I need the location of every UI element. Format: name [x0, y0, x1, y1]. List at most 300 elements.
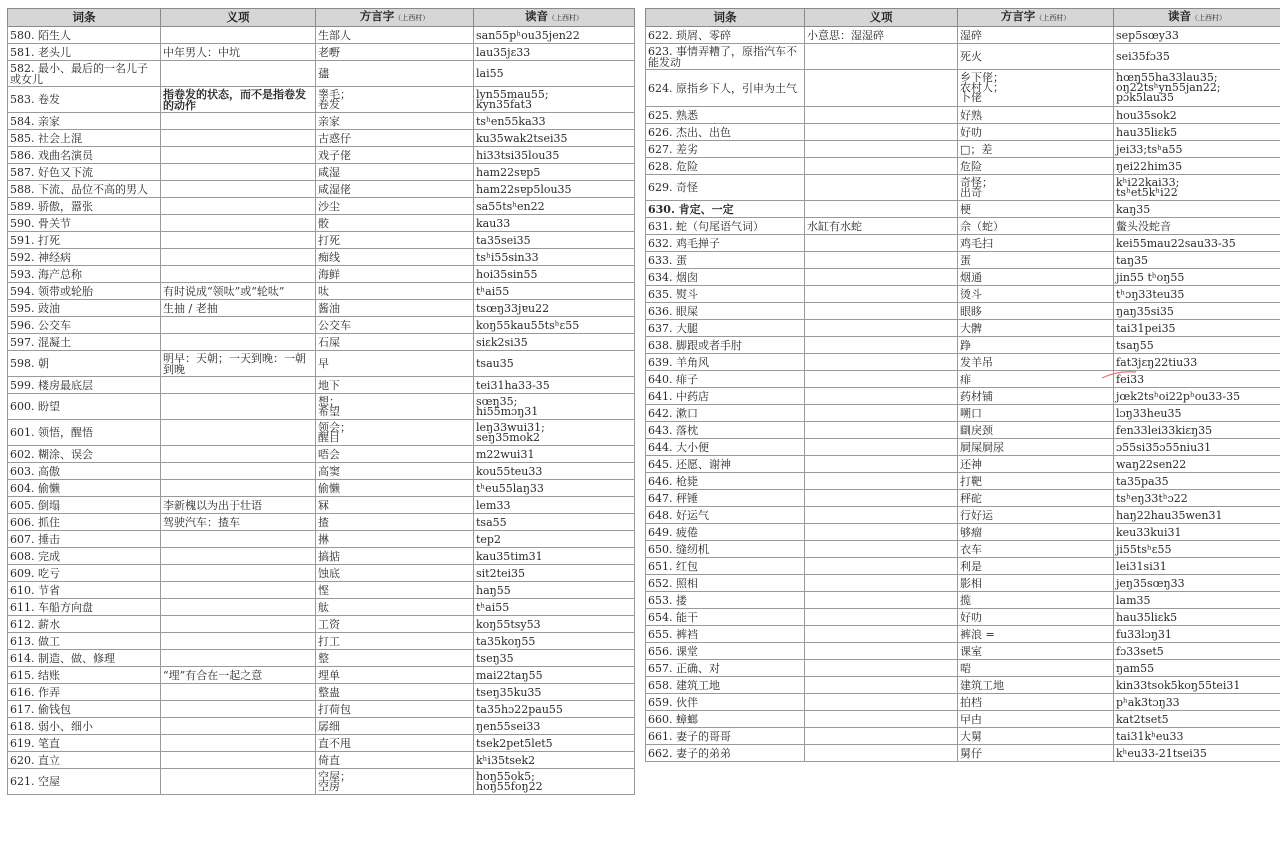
entry-cell: 639. 羊角风 — [646, 354, 805, 371]
header-reading: 读音（上西村） — [474, 9, 635, 27]
reading-cell: tsa55 — [474, 514, 635, 531]
header-entry: 词条 — [8, 9, 161, 27]
table-row — [646, 677, 1280, 694]
table-row — [8, 198, 635, 215]
dialect-char-cell: 高窦 — [316, 463, 474, 480]
entry-cell: 645. 还愿、谢神 — [646, 456, 805, 473]
reading-cell: kʰi35tsek2 — [474, 752, 635, 769]
meaning-cell — [805, 745, 958, 762]
table-row — [646, 44, 1280, 70]
meaning-cell: 生抽 / 老抽 — [161, 300, 316, 317]
dialect-char-cell: 公交车 — [316, 317, 474, 334]
reading-cell: kau35tim31 — [474, 548, 635, 565]
dialect-char-cell: 好叻 — [958, 609, 1114, 626]
dialect-char-cell: 揸 — [316, 514, 474, 531]
meaning-cell — [805, 388, 958, 405]
reading-cell: koŋ55tsy53 — [474, 616, 635, 633]
table-row — [8, 514, 635, 531]
entry-cell: 625. 熟悉 — [646, 107, 805, 124]
meaning-cell — [161, 266, 316, 283]
meaning-cell: 中年男人：中坑 — [161, 44, 316, 61]
reading-cell: tʰɔŋ33teu35 — [1114, 286, 1280, 303]
dialect-char-cell: 危险 — [958, 158, 1114, 175]
table-row — [646, 643, 1280, 660]
meaning-cell — [161, 718, 316, 735]
meaning-cell — [161, 394, 316, 420]
entry-cell: 623. 事情弄糟了，原指汽车不能发动 — [646, 44, 805, 70]
reading-cell: ta35pa35 — [1114, 473, 1280, 490]
meaning-cell — [805, 575, 958, 592]
meaning-cell — [805, 541, 958, 558]
table-row — [8, 181, 635, 198]
entry-cell: 638. 脚跟或者手肘 — [646, 337, 805, 354]
table-row — [646, 124, 1280, 141]
table-row — [8, 215, 635, 232]
table-row — [646, 626, 1280, 643]
table-row — [8, 480, 635, 497]
table-row — [646, 320, 1280, 337]
table-row — [646, 524, 1280, 541]
reading-cell: tsœŋ33jɐu22 — [474, 300, 635, 317]
entry-cell: 606. 抓住 — [8, 514, 161, 531]
table-row — [8, 61, 635, 87]
dialect-char-cell: 直不甩 — [316, 735, 474, 752]
dialect-char-cell: 倚直 — [316, 752, 474, 769]
meaning-cell — [161, 599, 316, 616]
reading-cell: ŋei22him35 — [1114, 158, 1280, 175]
entry-cell: 632. 鸡毛掸子 — [646, 235, 805, 252]
reading-cell: ji55tsʰɛ55 — [1114, 541, 1280, 558]
dialect-char-cell: 生部人 — [316, 27, 474, 44]
table-row — [8, 113, 635, 130]
meaning-cell — [161, 548, 316, 565]
table-row — [646, 388, 1280, 405]
entry-cell: 649. 疲倦 — [646, 524, 805, 541]
entry-cell: 600. 盼望 — [8, 394, 161, 420]
header-meaning: 义项 — [805, 9, 958, 27]
entry-cell: 611. 车船方向盘 — [8, 599, 161, 616]
dialect-char-cell: 踭 — [958, 337, 1114, 354]
dialect-char-cell: 屙屎屙尿 — [958, 439, 1114, 456]
dialect-char-cell: 戏子佬 — [316, 147, 474, 164]
dialect-char-cell: 瞓戾颈 — [958, 422, 1114, 439]
dialect-char-cell: 舦 — [316, 599, 474, 616]
dialect-char-cell: 奇怪； 出奇 — [958, 175, 1114, 201]
dialect-char-cell: 眼眵 — [958, 303, 1114, 320]
reading-cell: taŋ35 — [1114, 252, 1280, 269]
table-row — [8, 548, 635, 565]
meaning-cell — [161, 701, 316, 718]
table-row — [8, 599, 635, 616]
dialect-char-cell: 影相 — [958, 575, 1114, 592]
reading-cell: sa55tsʰen22 — [474, 198, 635, 215]
reading-cell: jœk2tsʰoi22pʰou33-35 — [1114, 388, 1280, 405]
table-row — [8, 616, 635, 633]
reading-cell: m22wui31 — [474, 446, 635, 463]
meaning-cell — [161, 249, 316, 266]
reading-cell: tei31ha33-35 — [474, 377, 635, 394]
meaning-cell — [805, 422, 958, 439]
table-row — [646, 439, 1280, 456]
dialect-char-cell: 早 — [316, 351, 474, 377]
meaning-cell — [805, 286, 958, 303]
entry-cell: 636. 眼屎 — [646, 303, 805, 320]
entry-cell: 580. 陌生人 — [8, 27, 161, 44]
table-row — [646, 541, 1280, 558]
meaning-cell: 小意思：湿湿碎 — [805, 27, 958, 44]
table-row — [8, 351, 635, 377]
reading-cell: tsʰeŋ33tʰɔ22 — [1114, 490, 1280, 507]
reading-cell: kin33tsok5koŋ55tei31 — [1114, 677, 1280, 694]
dialect-char-cell: 痴线 — [316, 249, 474, 266]
table-row — [646, 371, 1280, 388]
meaning-cell — [805, 711, 958, 728]
table-row — [8, 283, 635, 300]
entry-cell: 602. 糊涂、误会 — [8, 446, 161, 463]
reading-cell: lam35 — [1114, 592, 1280, 609]
reading-cell: pʰak3tɔŋ33 — [1114, 694, 1280, 711]
table-row — [646, 158, 1280, 175]
dialect-char-cell: 海鲜 — [316, 266, 474, 283]
entry-cell: 581. 老头儿 — [8, 44, 161, 61]
dialect-char-cell: 蛋 — [958, 252, 1114, 269]
dialect-char-cell: 孱细 — [316, 718, 474, 735]
dialect-char-cell: 搞掂 — [316, 548, 474, 565]
entry-cell: 591. 打死 — [8, 232, 161, 249]
dialect-char-cell: 大舅 — [958, 728, 1114, 745]
reading-cell: tʰai55 — [474, 599, 635, 616]
dialect-char-cell: 佘（蛇） — [958, 218, 1114, 235]
table-row — [8, 87, 635, 113]
dialect-char-cell: 咸湿佬 — [316, 181, 474, 198]
entry-cell: 585. 社会上混 — [8, 130, 161, 147]
table-row — [646, 558, 1280, 575]
table-row — [646, 592, 1280, 609]
reading-cell: sit2tei35 — [474, 565, 635, 582]
reading-cell: hau35liɛk5 — [1114, 609, 1280, 626]
entry-cell: 605. 倒塌 — [8, 497, 161, 514]
entry-cell: 607. 捶击 — [8, 531, 161, 548]
entry-cell: 610. 节省 — [8, 582, 161, 599]
meaning-cell — [805, 354, 958, 371]
dialect-char-cell: □；差 — [958, 141, 1114, 158]
entry-cell: 633. 蛋 — [646, 252, 805, 269]
dialect-char-cell: 㨆 — [316, 531, 474, 548]
meaning-cell — [161, 531, 316, 548]
dialect-char-cell: 裤浪 = — [958, 626, 1114, 643]
reading-cell: lyn55mau55; kyn35fat3 — [474, 87, 635, 113]
header-village-tag: （上西村） — [1035, 14, 1071, 22]
meaning-cell — [161, 684, 316, 701]
entry-cell: 659. 伙伴 — [646, 694, 805, 711]
meaning-cell — [161, 181, 316, 198]
entry-cell: 604. 偷懒 — [8, 480, 161, 497]
entry-cell: 597. 混凝土 — [8, 334, 161, 351]
meaning-cell — [161, 565, 316, 582]
reading-cell: tai31pei35 — [1114, 320, 1280, 337]
reading-cell: kat2tset5 — [1114, 711, 1280, 728]
entry-cell: 627. 差劣 — [646, 141, 805, 158]
dialect-char-cell: 梗 — [958, 201, 1114, 218]
table-row — [646, 27, 1280, 44]
reading-cell: fat3jɛŋ22tiu33 — [1114, 354, 1280, 371]
dialect-char-cell: 鸡毛扫 — [958, 235, 1114, 252]
reading-cell: lai55 — [474, 61, 635, 87]
entry-cell: 662. 妻子的弟弟 — [646, 745, 805, 762]
entry-cell: 629. 奇怪 — [646, 175, 805, 201]
table-body-right — [646, 27, 1280, 762]
entry-cell: 593. 海产总称 — [8, 266, 161, 283]
reading-cell: kou55teu33 — [474, 463, 635, 480]
entry-cell: 582. 最小、最后的一名儿子或女儿 — [8, 61, 161, 87]
meaning-cell — [161, 27, 316, 44]
reading-cell: siɛk2si35 — [474, 334, 635, 351]
table-row — [8, 334, 635, 351]
entry-cell: 596. 公交车 — [8, 317, 161, 334]
table-row — [646, 175, 1280, 201]
dialect-char-cell: 利是 — [958, 558, 1114, 575]
table-row — [646, 711, 1280, 728]
reading-cell: hau35liɛk5 — [1114, 124, 1280, 141]
dialect-table-right — [645, 8, 1280, 762]
header-village-tag: （上西村） — [548, 14, 583, 22]
reading-cell: tai31kʰeu33 — [1114, 728, 1280, 745]
dialect-char-cell: 还神 — [958, 456, 1114, 473]
reading-cell: sœŋ35; hi55mɔŋ31 — [474, 394, 635, 420]
table-row — [8, 27, 635, 44]
meaning-cell — [805, 507, 958, 524]
entry-cell: 617. 偷钱包 — [8, 701, 161, 718]
meaning-cell — [805, 677, 958, 694]
table-row — [646, 303, 1280, 320]
entry-cell: 586. 戏曲名演员 — [8, 147, 161, 164]
entry-cell: 651. 红包 — [646, 558, 805, 575]
reading-cell: haŋ22hau35wen31 — [1114, 507, 1280, 524]
dialect-char-cell: 打靶 — [958, 473, 1114, 490]
dialect-char-cell: 呔 — [316, 283, 474, 300]
entry-cell: 640. 痱子 — [646, 371, 805, 388]
table-row — [646, 575, 1280, 592]
table-row — [8, 650, 635, 667]
table-row — [646, 422, 1280, 439]
entry-cell: 618. 弱小、细小 — [8, 718, 161, 735]
meaning-cell: 指卷发的状态，而不是指卷发的动作 — [161, 87, 316, 113]
entry-cell: 599. 楼房最底层 — [8, 377, 161, 394]
table-row — [8, 752, 635, 769]
table-row — [646, 660, 1280, 677]
table-header-row — [8, 9, 635, 27]
meaning-cell — [161, 198, 316, 215]
dialect-char-cell: 秤砣 — [958, 490, 1114, 507]
table-row — [8, 582, 635, 599]
dialect-char-cell: 烟通 — [958, 269, 1114, 286]
entry-cell: 588. 下流、品位不高的男人 — [8, 181, 161, 198]
entry-cell: 619. 笔直 — [8, 735, 161, 752]
dialect-char-cell: 石屎 — [316, 334, 474, 351]
meaning-cell — [805, 592, 958, 609]
meaning-cell: 有时说成“领呔”或“轮呔” — [161, 283, 316, 300]
table-row — [646, 456, 1280, 473]
table-row — [8, 317, 635, 334]
table-row — [8, 718, 635, 735]
reading-cell: haŋ55 — [474, 582, 635, 599]
reading-cell: ham22sɐp5 — [474, 164, 635, 181]
meaning-cell — [161, 420, 316, 446]
entry-cell: 652. 照相 — [646, 575, 805, 592]
dialect-char-cell: 埋单 — [316, 667, 474, 684]
table-row — [8, 463, 635, 480]
dialect-char-cell: 发羊吊 — [958, 354, 1114, 371]
dialect-char-cell: 好熟 — [958, 107, 1114, 124]
meaning-cell — [161, 752, 316, 769]
reading-cell: tsʰen55ka33 — [474, 113, 635, 130]
table-row — [646, 728, 1280, 745]
table-row — [646, 269, 1280, 286]
dialect-char-cell: 死火 — [958, 44, 1114, 70]
entry-cell: 612. 薪水 — [8, 616, 161, 633]
reading-cell: ɔ55si35ɔ55niu31 — [1114, 439, 1280, 456]
reading-cell: fu33lɔŋ31 — [1114, 626, 1280, 643]
table-row — [646, 141, 1280, 158]
reading-cell: fei33 — [1114, 371, 1280, 388]
meaning-cell — [161, 147, 316, 164]
dialect-char-cell: 酱油 — [316, 300, 474, 317]
entry-cell: 650. 缝纫机 — [646, 541, 805, 558]
entry-cell: 622. 琐屑、零碎 — [646, 27, 805, 44]
reading-cell: lɔŋ33heu35 — [1114, 405, 1280, 422]
reading-cell: jei33;tsʰa55 — [1114, 141, 1280, 158]
meaning-cell — [805, 490, 958, 507]
meaning-cell — [805, 124, 958, 141]
meaning-cell — [805, 371, 958, 388]
entry-cell: 598. 朝 — [8, 351, 161, 377]
table-row — [646, 107, 1280, 124]
table-row — [8, 565, 635, 582]
dialect-char-cell: 乡下佬； 农村人； 卜佬 — [958, 70, 1114, 107]
dialect-char-cell: 偷懒 — [316, 480, 474, 497]
table-row — [8, 266, 635, 283]
reading-cell: jin55 tʰoŋ55 — [1114, 269, 1280, 286]
entry-cell: 654. 能干 — [646, 609, 805, 626]
dialect-char-cell: 冧 — [316, 497, 474, 514]
reading-cell: tsek2pet5let5 — [474, 735, 635, 752]
dialect-char-cell: 大髀 — [958, 320, 1114, 337]
table-row — [8, 684, 635, 701]
meaning-cell — [805, 524, 958, 541]
entry-cell: 589. 骄傲，嚣张 — [8, 198, 161, 215]
meaning-cell — [805, 303, 958, 320]
meaning-cell — [161, 633, 316, 650]
meaning-cell — [805, 158, 958, 175]
meaning-cell — [805, 269, 958, 286]
entry-cell: 643. 落枕 — [646, 422, 805, 439]
dialect-char-cell: 古惑仔 — [316, 130, 474, 147]
meaning-cell — [805, 473, 958, 490]
meaning-cell: 明早：天朝；一天到晚：一朝到晚 — [161, 351, 316, 377]
dialect-char-cell: 啱 — [958, 660, 1114, 677]
entry-cell: 655. 裤裆 — [646, 626, 805, 643]
dialect-table-left — [7, 8, 635, 795]
meaning-cell — [161, 113, 316, 130]
entry-cell: 646. 枪毙 — [646, 473, 805, 490]
dialect-char-cell: 建筑工地 — [958, 677, 1114, 694]
dialect-char-cell: 湿碎 — [958, 27, 1114, 44]
meaning-cell — [161, 735, 316, 752]
entry-cell: 628. 危险 — [646, 158, 805, 175]
meaning-cell — [161, 164, 316, 181]
reading-cell: tʰai55 — [474, 283, 635, 300]
entry-cell: 592. 神经病 — [8, 249, 161, 266]
dialect-char-cell: 行好运 — [958, 507, 1114, 524]
entry-cell: 634. 烟囱 — [646, 269, 805, 286]
reading-cell: jeŋ35sœŋ33 — [1114, 575, 1280, 592]
reading-cell: ta35hɔ22pau55 — [474, 701, 635, 718]
table-row — [8, 420, 635, 446]
table-row — [646, 507, 1280, 524]
meaning-cell — [805, 70, 958, 107]
entry-cell: 630. 肯定、一定 — [646, 201, 805, 218]
entry-cell: 653. 搂 — [646, 592, 805, 609]
reading-cell: ta35koŋ55 — [474, 633, 635, 650]
table-header-row — [646, 9, 1280, 27]
meaning-cell — [161, 650, 316, 667]
entry-cell: 590. 骨关节 — [8, 215, 161, 232]
table-row — [8, 394, 635, 420]
table-row — [646, 694, 1280, 711]
header-village-tag: （上西村） — [394, 14, 430, 22]
dialect-char-cell: 衣车 — [958, 541, 1114, 558]
meaning-cell: 水缸有水蛇 — [805, 218, 958, 235]
table-row — [8, 701, 635, 718]
table-row — [8, 633, 635, 650]
dialect-char-cell: 课室 — [958, 643, 1114, 660]
header-meaning: 义项 — [161, 9, 316, 27]
table-row — [8, 377, 635, 394]
reading-cell: lem33 — [474, 497, 635, 514]
entry-cell: 616. 作弄 — [8, 684, 161, 701]
table-row — [8, 44, 635, 61]
dialect-char-cell: 好叻 — [958, 124, 1114, 141]
entry-cell: 642. 漱口 — [646, 405, 805, 422]
meaning-cell — [805, 660, 958, 677]
reading-cell: ŋam55 — [1114, 660, 1280, 677]
entry-cell: 621. 空屋 — [8, 769, 161, 795]
meaning-cell — [161, 232, 316, 249]
table-row — [646, 473, 1280, 490]
reading-cell: ta35sei35 — [474, 232, 635, 249]
entry-cell: 595. 豉油 — [8, 300, 161, 317]
meaning-cell: “埋”有合在一起之意 — [161, 667, 316, 684]
dialect-char-cell: 沙尘 — [316, 198, 474, 215]
dialect-char-cell: 地下 — [316, 377, 474, 394]
table-row — [646, 337, 1280, 354]
meaning-cell — [805, 643, 958, 660]
meaning-cell — [805, 456, 958, 473]
reading-cell: tʰeu55laŋ33 — [474, 480, 635, 497]
entry-cell: 624. 原指乡下人，引申为土气 — [646, 70, 805, 107]
entry-cell: 614. 制造、做、修理 — [8, 650, 161, 667]
table-row — [8, 130, 635, 147]
table-row — [646, 609, 1280, 626]
meaning-cell — [161, 446, 316, 463]
dialect-char-cell: 整 — [316, 650, 474, 667]
table-row — [646, 490, 1280, 507]
reading-cell: kei55mau22sau33-35 — [1114, 235, 1280, 252]
reading-cell: hou35sok2 — [1114, 107, 1280, 124]
reading-cell: ku35wak2tsei35 — [474, 130, 635, 147]
table-row — [8, 769, 635, 795]
table-row — [8, 735, 635, 752]
